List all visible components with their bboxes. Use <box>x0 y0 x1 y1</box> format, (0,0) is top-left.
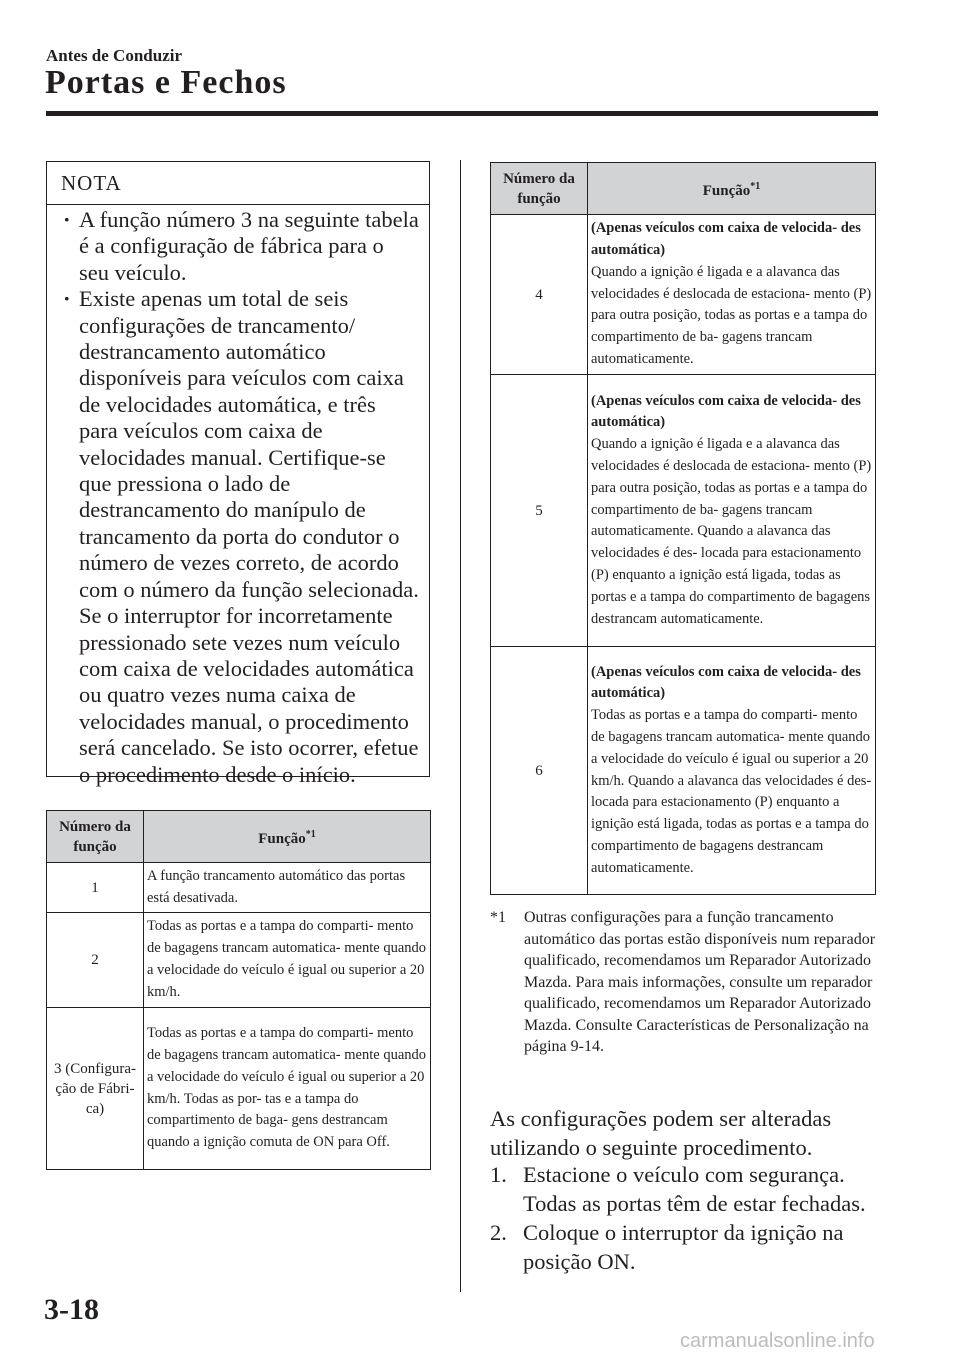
function-description: A função trancamento automático das portas está desativada. <box>144 863 431 913</box>
page-number: 3-18 <box>44 1293 99 1326</box>
note-list <box>47 205 429 788</box>
note-item: · Existe apenas um total de seis configurações de trancamento/ destrancamento automático disponíveis para veículos com caixa de velocidades automática, e três para veículos com caixa de velocidades manual. Certifique-se que pressiona o lado de destrancamento do manípulo de trancamento da porta do condutor o número de vezes correto, de acordo com o número da função selecionada. Se o interruptor for incorretamente pressionado sete vezes num veículo com caixa de velocidades automática ou quatro vezes numa caixa de velocidades manual, o procedimento será cancelado. Se isto ocorrer, efetue o procedimento desde o início. <box>61 286 419 788</box>
function-description <box>588 215 876 375</box>
table-row <box>47 1008 431 1170</box>
function-description <box>588 375 876 647</box>
table-row <box>47 863 431 913</box>
step-text: Coloque o interruptor da ignição na posição ON. <box>523 1220 844 1274</box>
procedure-steps <box>490 1160 890 1276</box>
function-text: Quando a ignição é ligada e a alavanca das velocidades é deslocada de estaciona- mento (P) para outra posição, todas as portas e a tampa do compartimento de ba- gagens trancam automaticamente. <box>591 263 872 367</box>
table-row <box>47 913 431 1008</box>
function-table-part-1 <box>46 810 431 1170</box>
col-header-number: Número da função <box>491 163 588 215</box>
function-number: 6 <box>491 647 588 895</box>
footnote <box>490 907 880 1058</box>
chapter-title: Portas e Fechos <box>45 64 287 101</box>
function-number: 1 <box>47 863 144 913</box>
function-number: 4 <box>491 215 588 375</box>
step-number: 1. <box>490 1162 507 1187</box>
function-text: Todas as portas e a tampa do comparti- mento de bagagens trancam automatica- mente quando a velocidade do veículo é igual ou superior a 20 km/h. Quando a alavanca das velocidades é des- locada para estacionamento (P) enquanto a ignição está ligada, todas as portas e a tampa do compartimento de bagagens destrancam automaticamente. <box>591 707 872 876</box>
function-condition: (Apenas veículos com caixa de velocida- des automática) <box>591 392 861 431</box>
function-table-part-2 <box>490 162 876 895</box>
col-header-number: Número da função <box>47 811 144 863</box>
col-header-function: Função$^{*1}$ <box>588 163 876 215</box>
function-number: 5 <box>491 375 588 647</box>
table-row <box>491 215 876 375</box>
note-box <box>46 161 430 787</box>
note-title: NOTA <box>47 162 429 205</box>
header-rule <box>46 111 878 116</box>
footnote-mark: *1 <box>750 180 761 192</box>
footnote-marker: *1 <box>490 909 506 926</box>
step-item <box>490 1160 890 1218</box>
watermark: carmanualsonline.info <box>680 1330 875 1352</box>
section-title: Antes de Conduzir <box>46 46 183 65</box>
table-row <box>491 647 876 895</box>
step-number: 2. <box>490 1220 507 1245</box>
function-condition: (Apenas veículos com caixa de velocida- des automática) <box>591 663 861 702</box>
function-text: Quando a ignição é ligada e a alavanca das velocidades é deslocada de estaciona- mento (P) para outra posição, todas as portas e a tampa do compartimento de ba- gagens trancam automaticamente. Quando a alavanca das velocidades é des- locada para estacionamento (P) enquanto a ignição está ligada, todas as portas e a tampa do compartimento de bagagens destrancam automaticamente. <box>591 436 872 627</box>
note-item: · A função número 3 na seguinte tabela é a configuração de fábrica para o seu veículo. <box>61 207 419 286</box>
table-row <box>491 375 876 647</box>
function-number: 2 <box>47 913 144 1008</box>
function-condition: (Apenas veículos com caixa de velocida- des automática) <box>591 220 861 258</box>
function-description: Todas as portas e a tampa do comparti- mento de bagagens trancam automatica- mente quando a velocidade do veículo é igual ou superior a 20 km/h. <box>144 913 431 1008</box>
column-divider <box>460 160 461 1292</box>
step-text: Estacione o veículo com segurança. Todas as portas têm de estar fechadas. <box>523 1162 866 1216</box>
procedure-intro: As configurações podem ser alteradas utilizando o seguinte procedimento. <box>490 1106 832 1160</box>
footnote-mark: *1 <box>305 828 316 840</box>
function-number: 3 (Configura- ção de Fábri- ca) <box>47 1008 144 1170</box>
function-description <box>588 647 876 895</box>
step-item <box>490 1218 890 1276</box>
function-description: Todas as portas e a tampa do comparti- mento de bagagens trancam automatica- mente quando a velocidade do veículo é igual ou superior a 20 km/h. Todas as por- tas e a tampa do compartimento de baga- gens destrancam quando a ignição comuta de ON para Off. <box>144 1008 431 1170</box>
footnote-text: Outras configurações para a função trancamento automático das portas estão disponíveis num reparador qualificado, recomendamos um Reparador Autorizado Mazda. Para mais informações, consulte um reparador qualificado, recomendamos um Reparador Autorizado Mazda. Consulte Características de Personalização na página 9-14. <box>524 909 876 1055</box>
table-header-row <box>47 811 431 863</box>
col-header-function: Função$^{*1}$ <box>144 811 431 863</box>
table-header-row <box>491 163 876 215</box>
